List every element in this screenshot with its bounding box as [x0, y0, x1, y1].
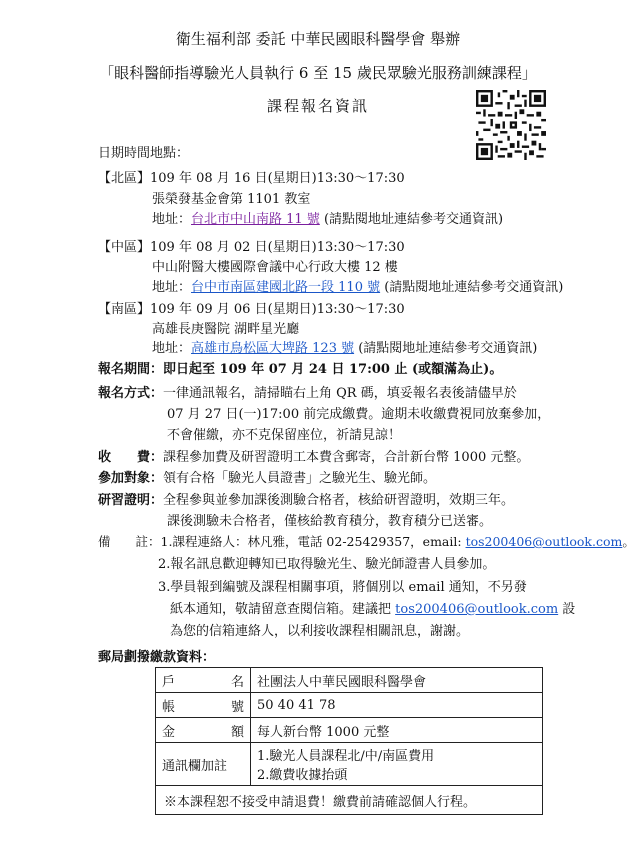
south-address-link[interactable]: 高雄市鳥松區大埤路 123 號 — [191, 341, 355, 356]
north-addr-label: 地址： — [152, 212, 192, 227]
account-number-value: 50 40 41 78 — [251, 693, 543, 718]
south-addr-label: 地址： — [152, 341, 192, 356]
fee-text: 課程參加費及研習證明工本費含郵寄，合計新台幣 1000 元整。 — [163, 450, 530, 465]
registration-method-text1: 一律通訊報名，請掃瞄右上角 QR 碼，填妥報名表後請儘早於 — [163, 386, 517, 401]
central-tag: 【中區】 — [98, 240, 151, 255]
amount-value: 每人新台幣 1000 元整 — [251, 718, 543, 743]
south-venue: 高雄長庚醫院 湖畔星光廳 — [152, 322, 300, 337]
south-tag: 【南區】 — [98, 302, 151, 317]
note-1-text: 1.課程連絡人：林凡雅，電話 02-25429357，email: — [160, 534, 466, 549]
south-date: 109 年 09 月 06 日(星期日)13:30～17:30 — [150, 302, 405, 317]
note-3-line2 — [170, 598, 575, 617]
certificate-text1: 全程參與並參加課後測驗合格者，核給研習證明，效期三年。 — [163, 493, 515, 508]
note-1-line — [98, 532, 635, 550]
fee-line — [98, 446, 529, 465]
north-address-link[interactable]: 台北市中山南路 11 號 — [191, 212, 320, 227]
account-number-label: 帳 號 — [156, 693, 251, 718]
schedule-label: 日期時間地點： — [98, 146, 190, 161]
account-name-value: 社團法人中華民國眼科醫學會 — [251, 668, 543, 693]
central-venue: 中山附醫大樓國際會議中心行政大樓 12 樓 — [152, 260, 398, 275]
table-row — [156, 743, 543, 786]
account-name-label: 戶 名 — [156, 668, 251, 693]
north-tag: 【北區】 — [98, 171, 151, 186]
note-2: 2.報名訊息歡迎轉知已取得驗光生、驗光師證書人員參加。 — [158, 557, 496, 572]
central-address-link[interactable]: 台中市南區建國北路一段 110 號 — [191, 280, 381, 295]
contact-email-link[interactable]: tos200406@outlook.com — [465, 534, 623, 549]
certificate-label: 研習證明： — [98, 493, 164, 508]
registration-method-line1 — [98, 382, 517, 401]
note-3-line3: 為您的信箱連絡人，以利接收課程相關訊息，謝謝。 — [170, 624, 470, 639]
notes-label: 備 註： — [98, 534, 161, 549]
payment-table — [155, 667, 543, 815]
south-date-line — [98, 298, 405, 317]
central-address-line — [152, 276, 563, 295]
memo-item-1: 1.驗光人員課程北/中/南區費用 — [257, 749, 435, 764]
amount-label: 金 額 — [156, 718, 251, 743]
registration-period: 報名期間：即日起至 109 年 07 月 24 日 17:00 止 (或額滿為止)。 — [98, 362, 503, 377]
note-3-line1: 3.學員報到編號及課程相關事項，將個別以 email 通知，不另發 — [158, 580, 527, 595]
south-address-line — [152, 337, 537, 356]
table-row — [156, 718, 543, 743]
central-date: 109 年 08 月 02 日(星期日)13:30～17:30 — [150, 240, 405, 255]
course-title: 「眼科醫師指導驗光人員執行 6 至 15 歲民眾驗光服務訓練課程」 — [99, 64, 537, 82]
registration-method-text2: 07 月 27 日(一)17:00 前完成繳費。逾期未收繳費視同放棄參加， — [167, 407, 551, 422]
central-addr-note: (請點閱地址連結參考交通資訊) — [380, 280, 564, 295]
north-date: 109 年 08 月 16 日(星期日)13:30～17:30 — [150, 171, 405, 186]
central-addr-label: 地址： — [152, 280, 192, 295]
memo-value — [251, 743, 543, 786]
north-venue: 張榮發基金會第 1101 教室 — [152, 192, 311, 207]
memo-item-2: 2.繳費收據抬頭 — [257, 768, 348, 783]
organizer-line: 衛生福利部 委託 中華民國眼科醫學會 舉辦 — [175, 30, 461, 48]
south-addr-note: (請點閱地址連結參考交通資訊) — [354, 341, 538, 356]
certificate-line1 — [98, 489, 514, 508]
certificate-text2: 課後測驗未合格者，僅核給教育積分，教育積分已送審。 — [167, 514, 493, 529]
north-date-line — [98, 167, 405, 186]
north-address-line — [152, 208, 503, 227]
fee-label: 收 費： — [98, 450, 164, 465]
note-3-text-a: 紙本通知，敬請留意查閱信箱。建議把 — [170, 602, 396, 617]
eligibility-text: 領有合格「驗光人員證書」之驗光生、驗光師。 — [163, 471, 437, 486]
qr-code-icon[interactable] — [476, 90, 546, 160]
table-row — [156, 668, 543, 693]
registration-method-text3: 不會催繳，亦不克保留座位，祈請見諒！ — [167, 428, 402, 443]
central-date-line — [98, 236, 405, 255]
eligibility-label: 參加對象： — [98, 471, 164, 486]
section-title: 課程報名資訊 — [266, 97, 369, 115]
memo-label: 通訊欄加註 — [156, 743, 251, 786]
table-row — [156, 786, 543, 815]
suggested-email-link[interactable]: tos200406@outlook.com — [395, 602, 559, 617]
payment-section-label: 郵局劃撥繳款資料： — [98, 650, 216, 665]
eligibility-line — [98, 467, 436, 486]
note-3-text-b: 設 — [558, 602, 576, 617]
north-addr-note: (請點閱地址連結參考交通資訊) — [319, 212, 504, 227]
table-row — [156, 693, 543, 718]
note-1-end: 。 — [622, 534, 635, 549]
registration-method-label: 報名方式： — [98, 386, 164, 401]
refund-warning: ※本課程恕不接受申請退費！繳費前請確認個人行程。 — [156, 786, 543, 815]
